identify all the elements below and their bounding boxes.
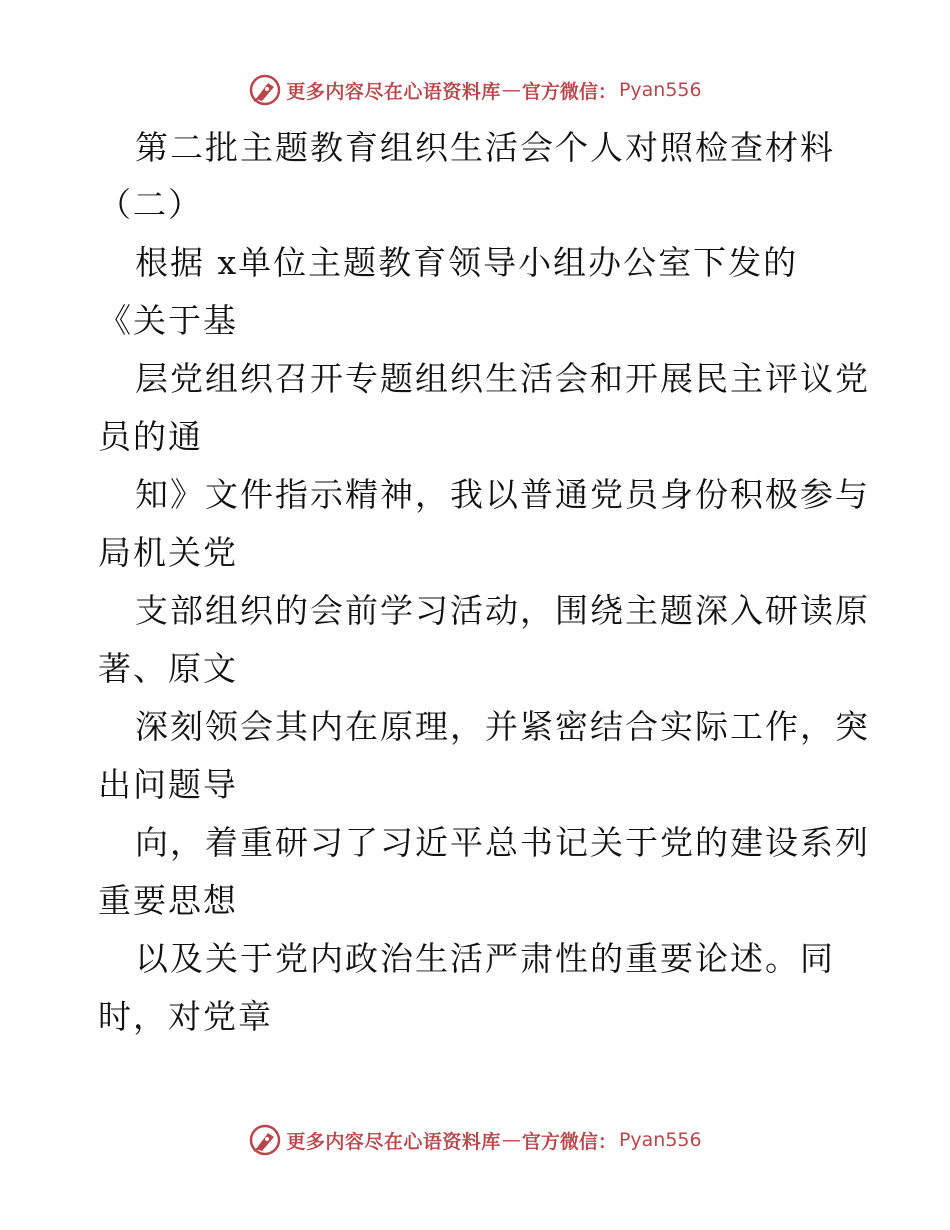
document-title-line1: 第二批主题教育组织生活会个人对照检查材料: [135, 128, 835, 167]
pen-nib-logo-icon: [248, 1123, 282, 1157]
document-title-line2: （二）: [98, 185, 203, 224]
header-banner: [0, 70, 950, 110]
paragraph-line: 支部组织的会前学习活动，围绕主题深入研读原: [135, 591, 870, 630]
paragraph-line: 向，着重研习了习近平总书记关于党的建设系列: [135, 823, 870, 862]
pen-nib-logo-icon: [248, 73, 282, 107]
header-promo-text: 更多内容尽在心语资料库: [286, 80, 501, 103]
footer-official-label: 官方微信：: [521, 1130, 617, 1153]
paragraph-line: 重要思想: [98, 881, 238, 920]
footer-wechat-id: Pyan556: [618, 1129, 702, 1151]
footer-promo-text: 更多内容尽在心语资料库: [286, 1130, 501, 1153]
header-dash: —: [501, 79, 521, 101]
paragraph-line: 员的通: [98, 417, 203, 456]
paragraph-line: 著、原文: [98, 649, 238, 688]
paragraph-line: 《关于基: [98, 301, 238, 340]
header-wechat-id: Pyan556: [618, 79, 702, 101]
footer-dash: —: [501, 1129, 521, 1151]
header-official-label: 官方微信：: [521, 80, 617, 103]
paragraph-line: 出问题导: [98, 765, 238, 804]
paragraph-line: 局机关党: [98, 533, 238, 572]
footer-banner: [0, 1120, 950, 1160]
paragraph-line: 深刻领会其内在原理，并紧密结合实际工作，突: [135, 707, 870, 746]
paragraph-line: 以及关于党内政治生活严肃性的重要论述。同: [135, 939, 835, 978]
paragraph-line: 层党组织召开专题组织生活会和开展民主评议党: [135, 359, 870, 398]
paragraph-line: 根据 x单位主题教育领导小组办公室下发的: [135, 243, 799, 282]
paragraph-line: 知》文件指示精神，我以普通党员身份积极参与: [135, 475, 870, 514]
paragraph-line: 时，对党章: [98, 997, 273, 1036]
